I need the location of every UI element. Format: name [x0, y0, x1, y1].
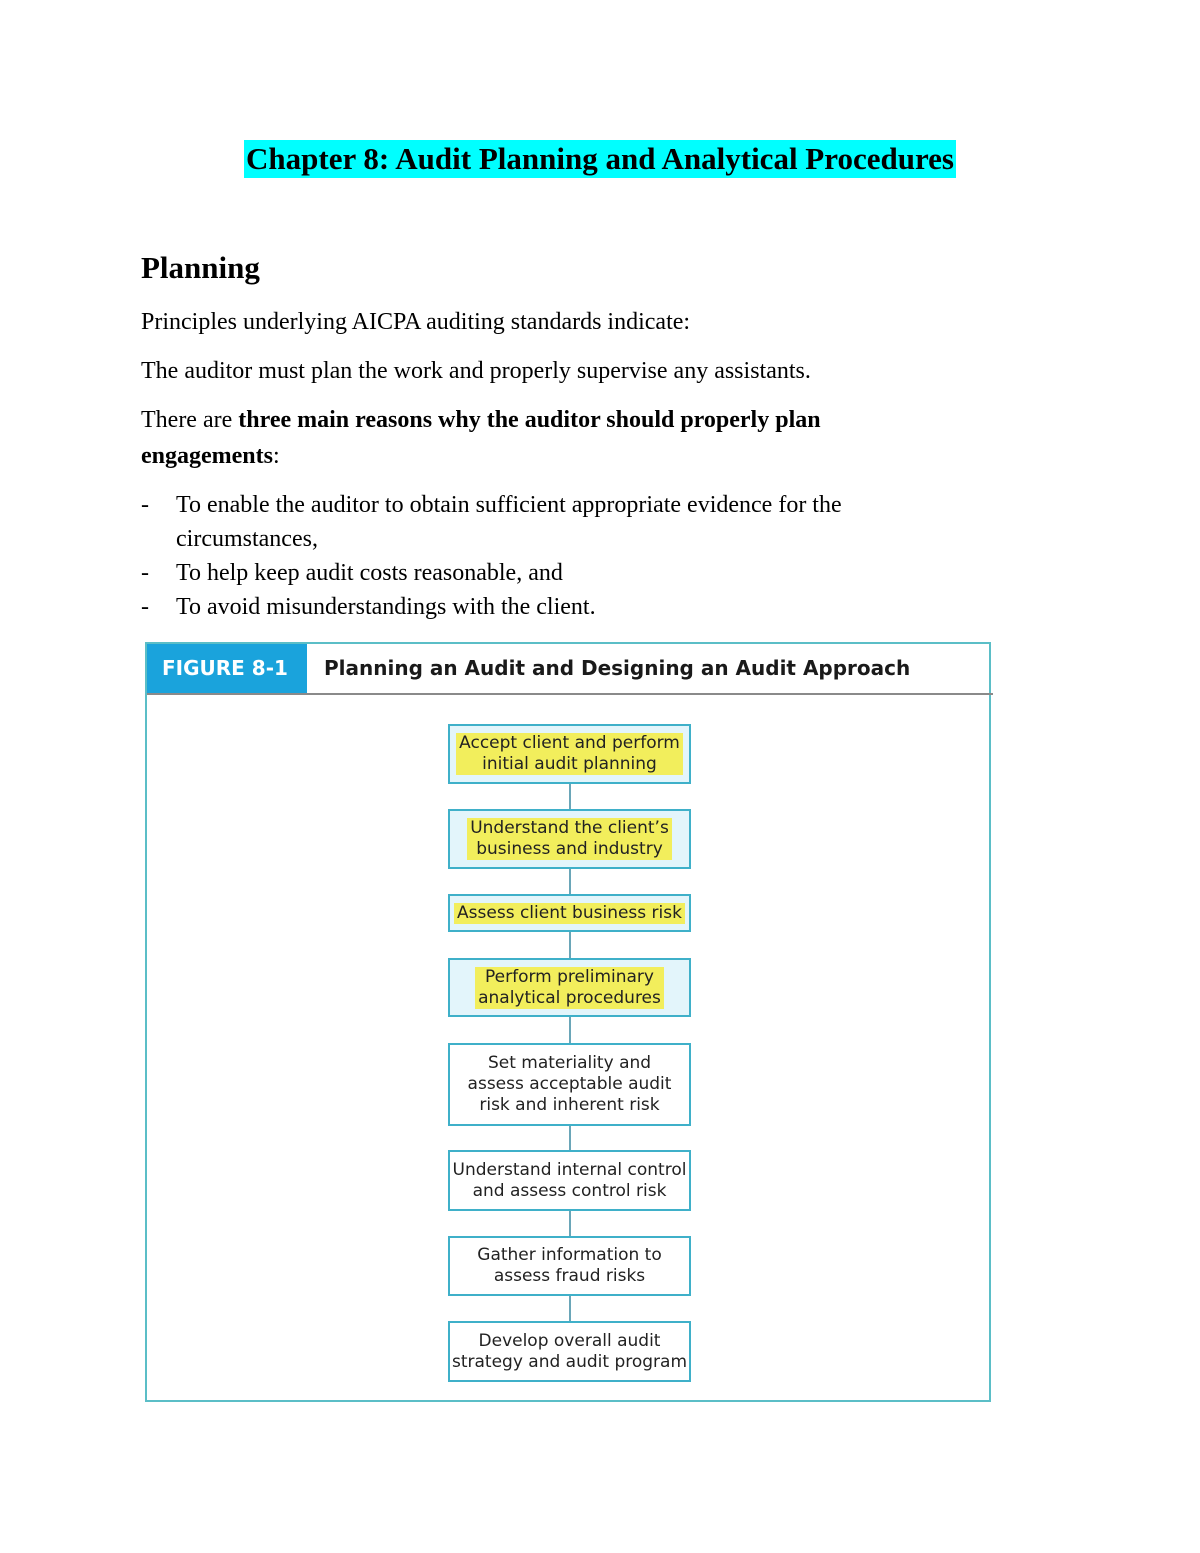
flow-connector	[569, 1294, 571, 1321]
flow-step-text: Develop overall audit strategy and audit program	[451, 1330, 688, 1372]
flow-step-text: Accept client and perform initial audit planning	[456, 733, 683, 775]
flow-step	[448, 894, 691, 932]
paragraph-principles: Principles underlying AICPA auditing standards indicate:	[141, 309, 691, 335]
paragraph-plan-work: The auditor must plan the work and properly supervise any assistants.	[141, 358, 811, 384]
flow-connector	[569, 1015, 571, 1043]
bullet-dash: -	[141, 560, 149, 586]
figure-8-1	[145, 642, 991, 1402]
list-item-text: To enable the auditor to obtain sufficient appropriate evidence for the circumstances,	[176, 492, 842, 552]
flow-step	[448, 958, 691, 1017]
reasons-list	[141, 488, 961, 624]
reasons-bold: three main reasons why the auditor should properly plan engagements	[141, 407, 821, 469]
reasons-prefix: There are	[141, 407, 239, 433]
flow-step	[448, 1321, 691, 1382]
figure-label: FIGURE 8-1	[147, 644, 307, 693]
flow-step-text: Understand internal control and assess control risk	[452, 1159, 687, 1201]
section-heading: Planning	[141, 250, 260, 285]
flow-step	[448, 724, 691, 784]
flow-step	[448, 1150, 691, 1211]
flow-step	[448, 809, 691, 869]
list-item-text: To help keep audit costs reasonable, and	[176, 560, 563, 586]
flow-step-text: Perform preliminary analytical procedures	[475, 967, 664, 1009]
flow-connector	[569, 1209, 571, 1236]
bullet-dash: -	[141, 594, 149, 620]
flow-step-text: Gather information to assess fraud risks	[477, 1245, 662, 1286]
flow-step-text: Understand the client’s business and industry	[467, 818, 672, 860]
flow-step-text: Set materiality and assess acceptable audit risk and inherent risk	[467, 1053, 672, 1115]
bullet-dash: -	[141, 492, 149, 518]
figure-title: Planning an Audit and Designing an Audit Approach	[324, 656, 911, 680]
flow-connector	[569, 930, 571, 958]
page-title: Chapter 8: Audit Planning and Analytical Procedures	[246, 141, 954, 176]
title-wrapper	[0, 140, 1200, 178]
flow-step	[448, 1236, 691, 1296]
flow-connector	[569, 867, 571, 894]
flow-connector	[569, 1124, 571, 1150]
reasons-suffix: :	[272, 443, 280, 469]
list-item-text: To avoid misunderstandings with the client.	[176, 594, 596, 620]
paragraph-reasons	[141, 402, 941, 474]
list-item	[141, 590, 961, 624]
figure-header	[147, 644, 993, 695]
flow-step	[448, 1043, 691, 1126]
flow-step-text: Assess client business risk	[454, 903, 685, 924]
flow-connector	[569, 782, 571, 809]
list-item	[141, 488, 961, 556]
list-item	[141, 556, 961, 590]
